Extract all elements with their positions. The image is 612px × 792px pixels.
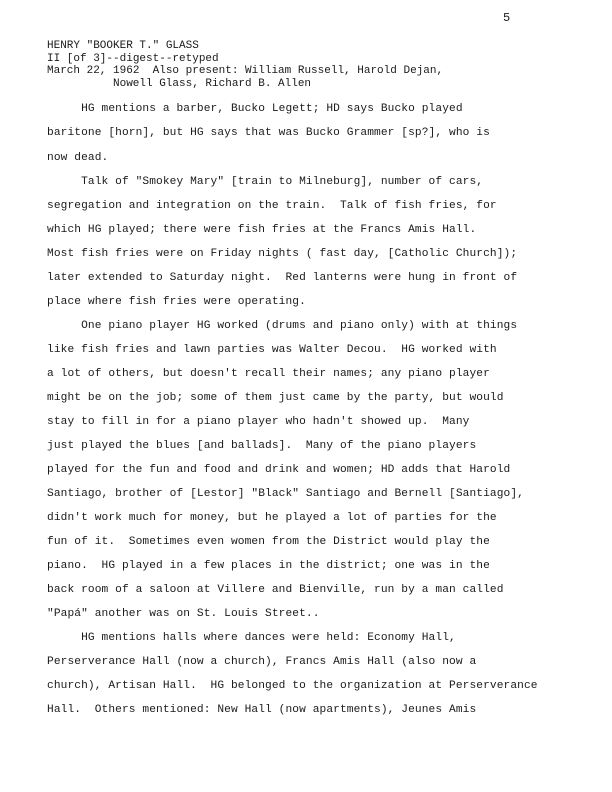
body-line: fun of it. Sometimes even women from the District would play the <box>47 536 490 548</box>
body-line: like fish fries and lawn parties was Walter Decou. HG worked with <box>47 344 497 356</box>
body-line: back room of a saloon at Villere and Bienville, run by a man called <box>47 584 504 596</box>
document-header <box>47 40 443 90</box>
page-number: 5 <box>503 11 511 25</box>
body-line: later extended to Saturday night. Red lanterns were hung in front of <box>47 272 518 284</box>
body-line: just played the blues [and ballads]. Many of the piano players <box>47 440 477 452</box>
also-present-continued: Nowell Glass, Richard B. Allen <box>113 77 312 90</box>
body-line: a lot of others, but doesn't recall their names; any piano player <box>47 368 490 380</box>
body-line: HG mentions a barber, Bucko Legett; HD says Bucko played <box>47 103 463 115</box>
body-line: piano. HG played in a few places in the district; one was in the <box>47 560 490 572</box>
body-line: didn't work much for money, but he played a lot of parties for the <box>47 512 497 524</box>
body-line: might be on the job; some of them just came by the party, but would <box>47 392 504 404</box>
also-present: Also present: William Russell, Harold Dejan, <box>152 65 444 77</box>
body-line: church), Artisan Hall. HG belonged to the organization at Perserverance <box>47 680 538 692</box>
date-present-row <box>47 65 443 78</box>
body-line: "Papá" another was on St. Louis Street.. <box>47 608 320 620</box>
body-line: Talk of "Smokey Mary" [train to Milneburg], number of cars, <box>47 176 484 188</box>
body-line: Santiago, brother of [Lestor] "Black" Santiago and Bernell [Santiago], <box>47 488 524 500</box>
body-line: stay to fill in for a piano player who hadn't showed up. Many <box>47 416 470 428</box>
body-line: baritone [horn], but HG says that was Bucko Grammer [sp?], who is <box>47 127 490 139</box>
body-line: which HG played; there were fish fries at the Francs Amis Hall. <box>47 224 477 236</box>
body-line: Hall. Others mentioned: New Hall (now apartments), Jeunes Amis <box>47 704 477 716</box>
body-line: now dead. <box>47 152 109 164</box>
interviewee-name: HENRY "BOOKER T." GLASS <box>47 40 199 52</box>
body-line: One piano player HG worked (drums and piano only) with at things <box>47 320 518 332</box>
body-line: played for the fun and food and drink and women; HD adds that Harold <box>47 464 511 476</box>
body-line: Most fish fries were on Friday nights ( fast day, [Catholic Church]); <box>47 248 518 260</box>
body-line: Perserverance Hall (now a church), Francs Amis Hall (also now a <box>47 656 477 668</box>
body-line: segregation and integration on the train. Talk of fish fries, for <box>47 200 497 212</box>
body-line: place where fish fries were operating. <box>47 296 306 308</box>
reel-info: II [of 3]--digest--retyped <box>47 52 219 65</box>
interview-date: March 22, 1962 <box>47 65 140 77</box>
body-line: HG mentions halls where dances were held: Economy Hall, <box>47 632 456 644</box>
